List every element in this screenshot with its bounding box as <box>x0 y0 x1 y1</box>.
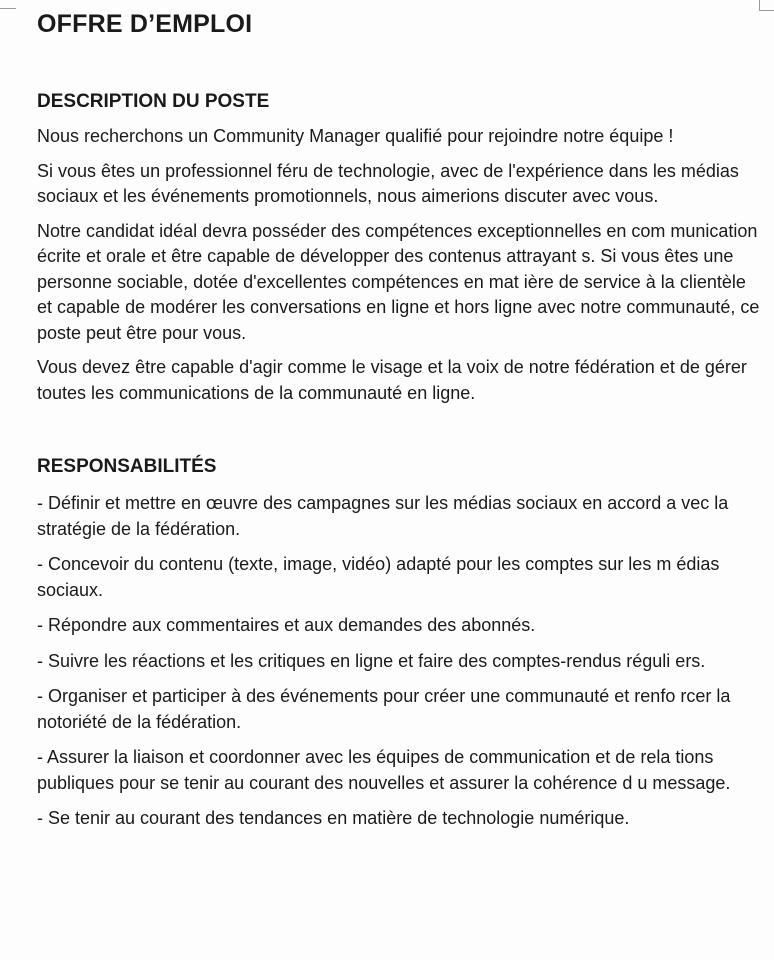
description-paragraph: Notre candidat idéal devra posséder des compétences exceptionnelles en com munication écrite et orale et être capable de développer des contenus attrayant s. Si vous êtes une personne sociable, dotée d'excellentes compétences en mat ière de service à la clientèle et capable de modérer les conversations en ligne et hors ligne avec notre communauté, ce poste peut être pour vous. <box>37 220 760 343</box>
responsabilite-item: - Organiser et participer à des événements pour créer une communauté et renfo rcer la notoriété de la fédération. <box>37 686 731 732</box>
document-content <box>37 7 761 832</box>
description-paragraph: Nous recherchons un Community Manager qualifié pour rejoindre notre équipe ! <box>37 126 674 146</box>
page-corner-mark-left <box>0 0 16 9</box>
responsabilite-item: - Suivre les réactions et les critiques en ligne et faire des comptes-rendus réguli ers. <box>37 650 706 671</box>
description-paragraph: Vous devez être capable d'agir comme le visage et la voix de notre fédération et de gérer toutes les communications de la communauté en ligne. <box>37 357 747 403</box>
document-title: OFFRE D’EMPLOI <box>37 10 253 38</box>
page-corner-mark-right <box>759 0 774 11</box>
responsabilite-item: - Concevoir du contenu (texte, image, vidéo) adapté pour les comptes sur les m édias sociaux. <box>37 554 720 600</box>
responsabilite-item: - Se tenir au courant des tendances en matière de technologie numérique. <box>37 808 630 828</box>
responsabilites-section <box>37 454 761 832</box>
description-heading: DESCRIPTION DU POSTE <box>37 91 270 112</box>
description-paragraph: Si vous êtes un professionnel féru de technologie, avec de l'expérience dans les médias sociaux et les événements promotionnels, nous aimerions discuter avec vous. <box>37 160 739 206</box>
responsabilite-item: - Assurer la liaison et coordonner avec les équipes de communication et de rela tions publiques pour se tenir au courant des nouvelles et assurer la cohérence d u message. <box>37 747 731 793</box>
responsabilites-heading: RESPONSABILITÉS <box>37 456 217 477</box>
description-section <box>37 89 761 406</box>
responsabilite-item: - Définir et mettre en œuvre des campagnes sur les médias sociaux en accord a vec la stratégie de la fédération. <box>37 493 729 539</box>
responsabilite-item: - Répondre aux commentaires et aux demandes des abonnés. <box>37 615 536 635</box>
